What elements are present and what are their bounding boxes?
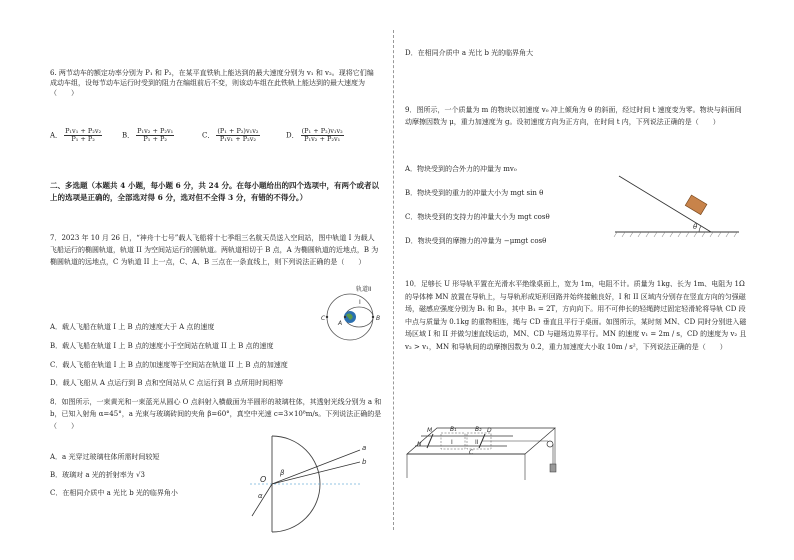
q8-option-c: C．在相同介质中 a 光比 b 光的临界角小 bbox=[50, 489, 178, 497]
label-region-ii: II bbox=[475, 439, 479, 446]
orbit-ii-label: 轨道II bbox=[356, 286, 372, 293]
label-m: M bbox=[427, 427, 433, 434]
label-c: C bbox=[321, 315, 326, 322]
pulley bbox=[547, 441, 553, 447]
q8-option-b: B．玻璃对 a 光的折射率为 √3 bbox=[50, 471, 145, 479]
q8-stem: 8．如图所示，一束黄光和一束蓝光从圆心 O 点斜射入横截面为半圆形的玻璃柱体，其透射光线分别为 a 和 b，已知入射角 α=45°，a 光束与玻璃砖间的夹角 β=60°，真空中光速 c=3×10⁸m/s。下列说法正确的是（ ） bbox=[50, 398, 382, 430]
label-b2: B₂ bbox=[475, 426, 482, 433]
angle-arc bbox=[699, 226, 701, 232]
q10-stem: 10．足够长 U 形导轨平置在光滑水平绝缘桌面上，宽为 1m，电阻不计。质量为 1kg、长为 1m、电阻为 1Ω 的导体棒 MN 放置在导轨上，与导轨形成矩形回路并始终接触良好，I 和 II 区域内分别存在竖直方向的匀强磁场，磁感应强度分别为 B₁ 和 B₂，其中 B₁ = 2T，方向向下。用不可伸长的轻绳跨过固定轻滑轮将导轨 CD 段中点与质量为 0.1kg 的重物相连，绳与 CD 垂直且平行于桌面。如图所示，某时刻 MN、CD 同时分别进入磁场区域 I 和 II 并做匀速直线运动，MN、CD 与磁场边界平行。MN 的速度 v₁ = 2m / s，CD 的速度为 v₂ 且 v₂ > v₁，MN 和导轨间的动摩擦因数为 0.2，重力加速度大小取 10m / s²，下列说法正确的是（ ） bbox=[405, 280, 747, 351]
q6-option-c-fraction: $\frac{\text{(P₁ + P₂)v₁v₂}}{\text{P₁v₁ + P₂v₂}}$ bbox=[217, 127, 259, 143]
q7-option-d: D．载人飞船从 A 点运行到 B 点和空间站从 C 点运行到 B 点所用时间相等 bbox=[50, 379, 284, 387]
label-region-i: I bbox=[451, 439, 453, 446]
label-n: N bbox=[417, 441, 422, 448]
q9-option-d: D．物块受到的摩擦力的冲量为 −μmgt cosθ bbox=[405, 237, 547, 245]
label-b: B bbox=[376, 315, 381, 322]
q7-orbit-figure bbox=[308, 282, 390, 344]
label-theta: θ bbox=[693, 223, 698, 231]
point-c bbox=[326, 316, 328, 318]
q8-glass-figure bbox=[250, 432, 390, 537]
label-o: O bbox=[260, 475, 267, 484]
block bbox=[685, 195, 707, 215]
section-2-title: 二、多选题（本题共 4 小题，每小题 6 分，共 24 分。在每小题给出的四个选项中，有两个或者以上的选项是正确的，全部选对得 6 分，选对但不全得 3 分，有错的不得分。） bbox=[50, 181, 380, 202]
q10-rail-figure bbox=[405, 418, 570, 486]
orbit-i-label: I bbox=[359, 299, 361, 306]
q8-option-d: D．在相同介质中 a 光比 b 光的临界角大 bbox=[405, 49, 534, 57]
point-b bbox=[372, 316, 374, 318]
q6-option-c: C． $\frac{\text{(P₁ + P₂)v₁v₂}}{\text{P₁v₁ + P₂v₂}}$ bbox=[202, 127, 259, 143]
label-alpha: α bbox=[258, 492, 263, 500]
q8-option-a: A．a 光穿过玻璃柱体所需时间较短 bbox=[50, 453, 160, 461]
q9-option-a: A．物块受到的合外力的冲量为 mv₀ bbox=[405, 165, 517, 173]
q6-option-d: D． $\frac{\text{(P₁ + P₂)v₁v₂}}{\text{P₁v₂ + P₂v₁}}$ bbox=[286, 127, 343, 143]
q6-option-b: B． $\frac{\text{P₁v₂ + P₂v₁}}{\text{P₁ + P₂}}$ bbox=[122, 127, 174, 143]
q9-option-c: C．物块受到的支持力的冲量大小为 mgt cosθ bbox=[405, 213, 550, 221]
field-region-1 bbox=[441, 433, 465, 449]
ray-a bbox=[272, 450, 360, 484]
q7-option-c: C．载人飞船在轨道 I 上 B 点的加速度等于空间站在轨道 II 上 B 点的加速度 bbox=[50, 361, 288, 369]
label-c: C bbox=[469, 449, 474, 456]
q7-option-b: B．载人飞船在轨道 I 上 B 点的速度小于空间站在轨道 II 上 B 点的速度 bbox=[50, 342, 274, 350]
q9-option-b: B．物块受到的重力的冲量大小为 mgt sin θ bbox=[405, 189, 544, 197]
column-divider bbox=[393, 30, 394, 530]
q6-option-d-fraction: $\frac{\text{(P₁ + P₂)v₁v₂}}{\text{P₁v₂ + P₂v₁}}$ bbox=[301, 127, 343, 143]
label-ray-b: b bbox=[362, 458, 367, 466]
q7-option-a: A．载人飞船在轨道 I 上 B 点的速度大于 A 点的速度 bbox=[50, 323, 215, 331]
ground-hatch bbox=[614, 232, 737, 237]
incident-ray bbox=[252, 484, 272, 516]
q6-option-a-fraction: $\frac{\text{P₁v₁ + P₂v₂}}{\text{P₁ + P₂}}$ bbox=[65, 127, 102, 143]
q7-stem: 7．2023 年 10 月 26 日，“神舟十七号”载人飞船将十七季组三名航天员送入空间站，图中轨道 I 为载人飞船运行的椭圆轨道，轨道 II 为空间站运行的圆轨道。两轨道相切于 B 点，A 为椭圆轨道的近地点，B 为椭圆轨道的远地点，C 为轨道 II 上一点，C、A、B 三点在一条直线上，则下列说法正确的是（ ） bbox=[50, 234, 379, 266]
hanging-weight bbox=[550, 464, 556, 472]
point-a bbox=[344, 316, 346, 318]
label-a: A bbox=[338, 320, 343, 327]
label-beta: β bbox=[280, 469, 285, 477]
label-b1: B₁ bbox=[450, 426, 457, 433]
label-ray-a: a bbox=[362, 444, 367, 452]
q6-stem: 6. 两节动车的额定功率分别为 P₁ 和 P₂，在某平直铁轨上能达到的最大速度分别为 v₁ 和 v₂。现将它们编成动车组，设每节动车运行时受到的阻力在编组前后不变，则该动车组在此铁轨上能达到的最大速度为（ ） bbox=[50, 69, 374, 97]
q6-option-b-fraction: $\frac{\text{P₁v₂ + P₂v₁}}{\text{P₁ + P₂}}$ bbox=[137, 127, 174, 143]
label-d: D bbox=[487, 427, 492, 434]
q9-incline-figure bbox=[613, 168, 743, 240]
q6-option-a: A． $\frac{\text{P₁v₁ + P₂v₂}}{\text{P₁ + P₂}}$ bbox=[50, 127, 102, 143]
q9-stem: 9．图所示，一个质量为 m 的物块以初速度 v₀ 冲上倾角为 θ 的斜面，经过时间 t 速度变为零。物块与斜面间动摩擦因数为 μ，重力加速度为 g。设初速度方向为正方向，在时间 t 内，下列说法正确的是（ ） bbox=[405, 106, 742, 126]
